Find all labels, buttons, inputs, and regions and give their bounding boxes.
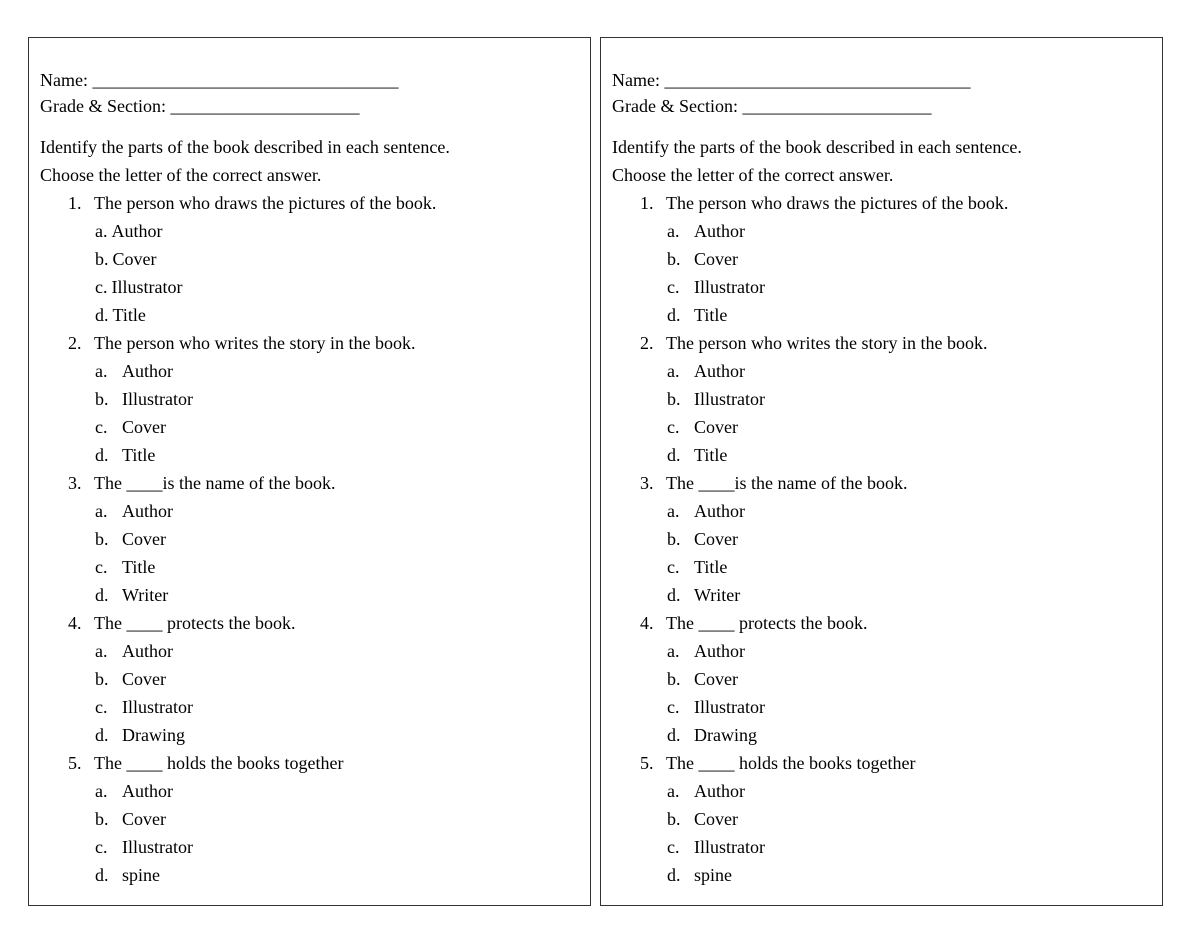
option-text: Illustrator	[122, 837, 193, 857]
option-letter: d.	[667, 725, 681, 745]
answer-option	[40, 217, 450, 245]
answer-option	[40, 665, 450, 693]
answer-option	[612, 637, 1022, 665]
answer-option	[612, 441, 1022, 469]
option-text: Title	[694, 557, 728, 577]
question-number: 1.	[68, 193, 82, 213]
option-letter: b.	[667, 809, 681, 829]
question-number: 5.	[640, 753, 654, 773]
question-number: 2.	[68, 333, 82, 353]
option-text: Illustrator	[122, 697, 193, 717]
question-text: The person who draws the pictures of the book.	[94, 193, 437, 213]
answer-option	[612, 721, 1022, 749]
option-text: Illustrator	[694, 697, 765, 717]
option-text: Title	[694, 305, 728, 325]
option-letter: a.	[95, 781, 108, 801]
option-letter: a.	[95, 641, 108, 661]
option-text: spine	[122, 865, 160, 885]
option-letter: c.	[95, 837, 108, 857]
option-letter: c.	[667, 417, 680, 437]
option-letter: c.	[667, 837, 680, 857]
question-number: 1.	[640, 193, 654, 213]
option-text: Author	[694, 501, 745, 521]
option-letter: b.	[667, 389, 681, 409]
question-text: The ____is the name of the book.	[94, 473, 336, 493]
option-letter: b.	[95, 669, 109, 689]
option-text: Title	[694, 445, 728, 465]
option-letter: a.	[95, 361, 108, 381]
option-text: Author	[122, 641, 173, 661]
option-letter: b.	[667, 529, 681, 549]
question-text: The person who writes the story in the book.	[666, 333, 988, 353]
answer-option	[40, 245, 450, 273]
option-letter: c.	[95, 557, 108, 577]
grade-section-line: Grade & Section: _____________________	[612, 96, 932, 116]
answer-option	[40, 357, 450, 385]
answer-option	[612, 861, 1022, 889]
answer-option	[40, 721, 450, 749]
option-letter: d.	[95, 305, 109, 325]
option-text: Author	[122, 501, 173, 521]
question-text: The ____ protects the book.	[94, 613, 296, 633]
answer-option	[40, 581, 450, 609]
instructions-line: Choose the letter of the correct answer.	[40, 165, 322, 185]
question-text: The ____ protects the book.	[666, 613, 868, 633]
answer-option	[40, 805, 450, 833]
worksheet-content	[40, 67, 450, 889]
option-text: Author	[694, 781, 745, 801]
question-item	[612, 609, 1022, 637]
option-letter: a.	[95, 501, 108, 521]
question-item	[40, 329, 450, 357]
option-letter: c.	[95, 417, 108, 437]
option-letter: c.	[95, 277, 108, 297]
option-letter: b.	[667, 669, 681, 689]
question-number: 3.	[640, 473, 654, 493]
option-letter: b.	[95, 389, 109, 409]
answer-option	[612, 665, 1022, 693]
question-number: 5.	[68, 753, 82, 773]
option-text: Title	[112, 305, 146, 325]
question-item	[40, 749, 450, 777]
option-text: Author	[122, 361, 173, 381]
answer-option	[612, 581, 1022, 609]
option-text: Author	[694, 361, 745, 381]
option-text: Illustrator	[694, 389, 765, 409]
option-letter: b.	[95, 809, 109, 829]
answer-option	[40, 441, 450, 469]
name-line: Name: __________________________________	[40, 70, 399, 90]
question-number: 4.	[640, 613, 654, 633]
instructions-line: Choose the letter of the correct answer.	[612, 165, 894, 185]
option-text: Cover	[122, 529, 166, 549]
answer-option	[612, 217, 1022, 245]
answer-option	[612, 805, 1022, 833]
option-letter: a.	[667, 781, 680, 801]
option-text: Illustrator	[122, 389, 193, 409]
option-letter: d.	[95, 445, 109, 465]
worksheet-left	[28, 37, 591, 906]
answer-option	[612, 245, 1022, 273]
option-letter: c.	[667, 277, 680, 297]
answer-option	[40, 413, 450, 441]
instructions-line: Identify the parts of the book described in each sentence.	[612, 137, 1022, 157]
option-letter: a.	[667, 501, 680, 521]
option-text: Cover	[112, 249, 157, 269]
question-item	[612, 749, 1022, 777]
option-text: Author	[122, 781, 173, 801]
question-item	[40, 609, 450, 637]
answer-option	[40, 693, 450, 721]
option-letter: d.	[667, 865, 681, 885]
answer-option	[40, 553, 450, 581]
option-text: Cover	[694, 809, 738, 829]
option-letter: b.	[95, 249, 109, 269]
option-letter: d.	[95, 865, 109, 885]
option-letter: c.	[667, 557, 680, 577]
question-item	[612, 329, 1022, 357]
option-letter: d.	[667, 585, 681, 605]
question-text: The person who draws the pictures of the book.	[666, 193, 1009, 213]
option-letter: a.	[667, 221, 680, 241]
option-text: Author	[694, 641, 745, 661]
question-item	[612, 469, 1022, 497]
option-letter: a.	[95, 221, 108, 241]
option-letter: b.	[95, 529, 109, 549]
worksheet-content	[612, 67, 1022, 889]
option-letter: d.	[95, 585, 109, 605]
question-text: The ____ holds the books together	[666, 753, 916, 773]
option-text: Title	[122, 557, 156, 577]
answer-option	[40, 777, 450, 805]
option-text: Writer	[694, 585, 741, 605]
option-text: Drawing	[122, 725, 185, 745]
answer-option	[612, 693, 1022, 721]
option-text: Illustrator	[694, 277, 765, 297]
answer-option	[612, 385, 1022, 413]
answer-option	[40, 637, 450, 665]
option-text: spine	[694, 865, 732, 885]
worksheet-right	[600, 37, 1163, 906]
option-text: Writer	[122, 585, 169, 605]
option-text: Cover	[694, 417, 738, 437]
question-item	[40, 189, 450, 217]
option-letter: d.	[667, 445, 681, 465]
question-number: 4.	[68, 613, 82, 633]
grade-section-line: Grade & Section: _____________________	[40, 96, 360, 116]
answer-option	[612, 301, 1022, 329]
option-text: Illustrator	[694, 837, 765, 857]
option-text: Illustrator	[111, 277, 183, 297]
option-text: Cover	[122, 417, 166, 437]
answer-option	[612, 497, 1022, 525]
answer-option	[40, 301, 450, 329]
name-line: Name: __________________________________	[612, 70, 971, 90]
option-letter: b.	[667, 249, 681, 269]
option-letter: a.	[667, 641, 680, 661]
answer-option	[612, 357, 1022, 385]
option-letter: c.	[667, 697, 680, 717]
option-text: Cover	[694, 249, 738, 269]
instructions-line: Identify the parts of the book described in each sentence.	[40, 137, 450, 157]
question-number: 2.	[640, 333, 654, 353]
answer-option	[612, 553, 1022, 581]
answer-option	[612, 525, 1022, 553]
option-letter: d.	[95, 725, 109, 745]
answer-option	[612, 413, 1022, 441]
question-text: The ____ holds the books together	[94, 753, 344, 773]
answer-option	[40, 497, 450, 525]
question-number: 3.	[68, 473, 82, 493]
answer-option	[612, 833, 1022, 861]
question-text: The person who writes the story in the book.	[94, 333, 416, 353]
option-letter: d.	[667, 305, 681, 325]
option-text: Cover	[122, 809, 166, 829]
option-letter: a.	[667, 361, 680, 381]
question-item	[612, 189, 1022, 217]
option-letter: c.	[95, 697, 108, 717]
option-text: Cover	[694, 669, 738, 689]
option-text: Cover	[694, 529, 738, 549]
answer-option	[40, 273, 450, 301]
option-text: Title	[122, 445, 156, 465]
answer-option	[612, 273, 1022, 301]
question-text: The ____is the name of the book.	[666, 473, 908, 493]
answer-option	[40, 861, 450, 889]
answer-option	[40, 385, 450, 413]
option-text: Author	[694, 221, 745, 241]
option-text: Cover	[122, 669, 166, 689]
answer-option	[40, 833, 450, 861]
answer-option	[612, 777, 1022, 805]
option-text: Author	[111, 221, 163, 241]
answer-option	[40, 525, 450, 553]
option-text: Drawing	[694, 725, 757, 745]
question-item	[40, 469, 450, 497]
